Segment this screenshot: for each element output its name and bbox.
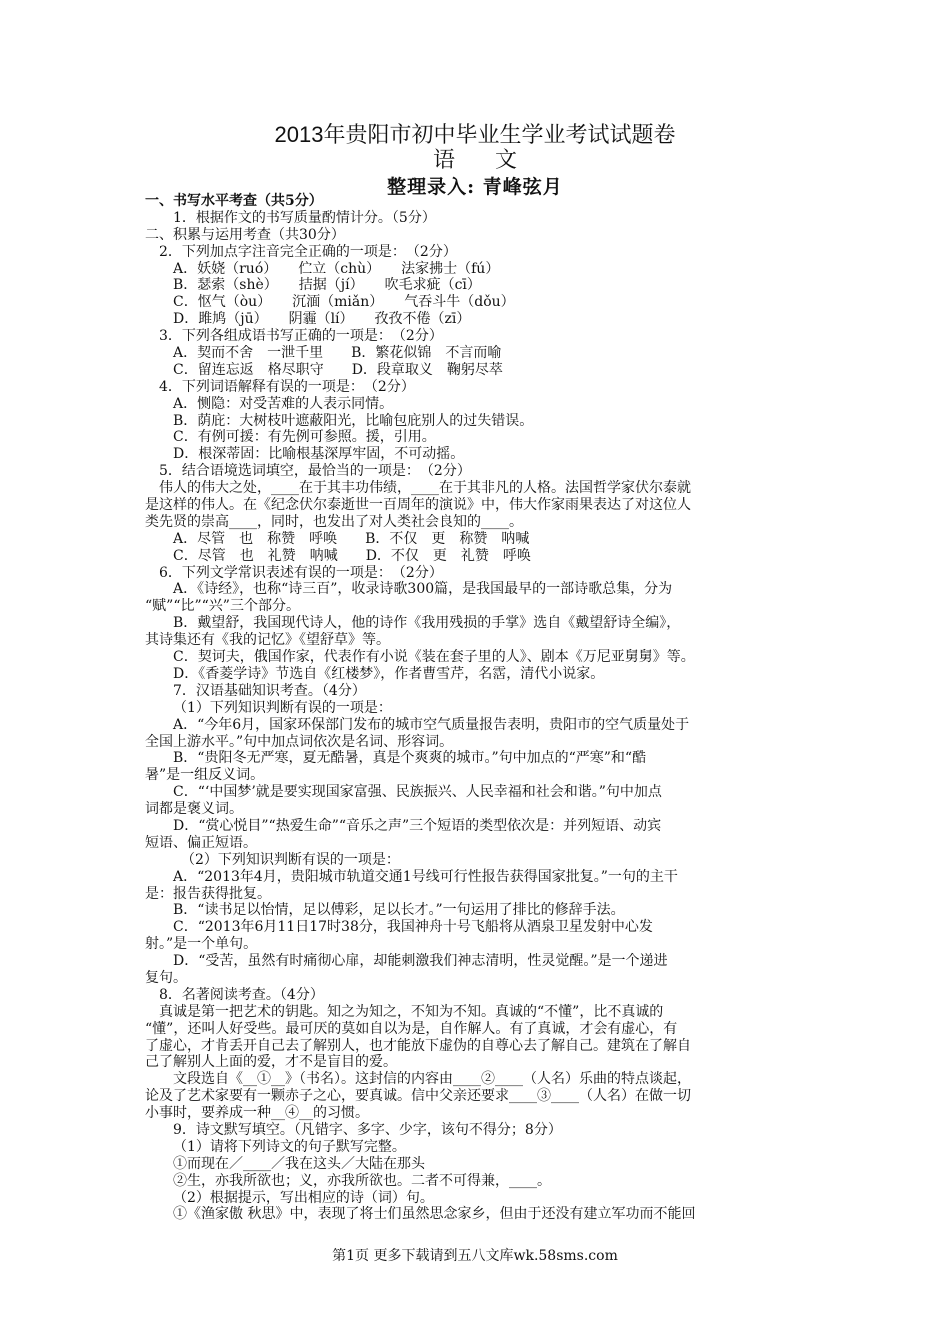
text-line: 己了解别人上面的爱，才不是盲目的爱。	[145, 1054, 397, 1071]
text-line: 二、积累与运用考查（共30分）	[145, 226, 345, 243]
text-line: D．《香菱学诗》节选自《红楼梦》，作者曹雪芹，名霑，清代小说家。	[173, 665, 605, 682]
text-line: 短语、偏正短语。	[145, 834, 257, 851]
text-line: A．“2013年4月，贵阳城市轨道交通1号线可行性报告获得国家批复。”一句的主干	[173, 868, 678, 885]
text-line: C．契诃夫，俄国作家，代表作有小说《装在套子里的人》、剧本《万尼亚舅舅》等。	[173, 649, 695, 666]
text-line: D．根深蒂固：比喻根基深厚牢固，不可动摇。	[173, 446, 465, 463]
text-line: 是：报告获得批复。	[145, 885, 271, 902]
exam-body	[145, 193, 807, 1223]
text-line: A．《诗经》，也称“诗三百”，收录诗歌300篇，是我国最早的一部诗歌总集，分为	[173, 581, 673, 598]
text-line: （1）请将下列诗文的句子默写完整。	[173, 1138, 406, 1155]
text-line: B．“贵阳冬无严寒，夏无酷暑，真是个爽爽的城市。”句中加点的“严寒”和“酷	[173, 750, 647, 767]
text-line: 是这样的伟人。在《纪念伏尔泰逝世一百周年的演说》中，伟大作家雨果表达了对这位人	[145, 497, 691, 514]
text-line: 复句。	[145, 969, 187, 986]
text-line: “赋”“比”“兴”三个部分。	[145, 598, 300, 615]
text-line: ①而现在／____／我在这头／大陆在那头	[173, 1155, 425, 1172]
text-line: 3．下列各组成语书写正确的一项是： （2分）	[159, 328, 443, 345]
text-line: B．荫庇：大树枝叶遮蔽阳光，比喻包庇别人的过失错误。	[173, 412, 534, 429]
text-line: A．契而不舍 一泄千里 B．繁花似锦 不言而喻	[173, 345, 502, 362]
text-line: C．尽管 也 礼赞 呐喊 D．不仅 更 礼赞 呼唤	[173, 547, 531, 564]
text-line: 射。”是一个单句。	[145, 936, 258, 953]
text-line: B．戴望舒，我国现代诗人，他的诗作《我用残损的手掌》选自《戴望舒诗全编》，	[173, 615, 681, 632]
text-line: 伟人的伟大之处，____在于其丰功伟绩，____在于其非凡的人格。法国哲学家伏尔泰就	[159, 480, 691, 497]
text-line: A．尽管 也 称赞 呼唤 B．不仅 更 称赞 呐喊	[173, 530, 530, 547]
exam-title: 2013年贵阳市初中毕业生学业考试试题卷	[274, 122, 676, 147]
text-line: 1．根据作文的书写质量酌情计分。（5分）	[173, 209, 436, 226]
compiler-credit: 整理录入: 青峰弦月	[387, 176, 563, 198]
text-line: 5．结合语境选词填空，最恰当的一项是： （2分）	[159, 463, 471, 480]
text-line: 8．名著阅读考查。（4分）	[159, 986, 324, 1003]
text-line: 类先贤的崇高____，同时，也发出了对人类社会良知的____。	[145, 513, 523, 530]
text-line: ②生，亦我所欲也；义，亦我所欲也。二者不可得兼，____。	[173, 1172, 551, 1189]
text-line: （2）下列知识判断有误的一项是：	[181, 851, 400, 868]
text-line: “懂”，还叫人好受些。最可厌的莫如自以为是，自作解人。有了真诚，才会有虚心，有	[145, 1020, 678, 1037]
text-line: C．怄气（òu） 沉湎（miǎn） 气吞斗牛（dǒu）	[173, 294, 515, 311]
text-line: A．妖娆（ruó） 伫立（chù） 法家拂士（fú）	[173, 260, 500, 277]
text-line: 了虚心，才肯丢开自己去了解别人，也才能放下虚伪的自尊心去了解自己。建筑在了解自	[145, 1037, 691, 1054]
text-line: A．恻隐：对受苦难的人表示同情。	[173, 395, 394, 412]
text-line: 全国上游水平。”句中加点词依次是名词、形容词。	[145, 733, 454, 750]
text-line: A．“今年6月，国家环保部门发布的城市空气质量报告表明，贵阳市的空气质量处于	[173, 716, 690, 733]
text-line: 6．下列文学常识表述有误的一项是： （2分）	[159, 564, 443, 581]
text-line: 暑”是一组反义词。	[145, 767, 265, 784]
text-line: 小事时，要养成一种__④__的习惯。	[145, 1105, 369, 1122]
text-line: C．留连忘返 格尽职守 D．段章取义 鞠躬尽萃	[173, 361, 503, 378]
text-line: 7．汉语基础知识考查。（4分）	[173, 682, 366, 699]
text-line: 词都是褒义词。	[145, 801, 243, 818]
text-line: 真诚是第一把艺术的钥匙。知之为知之，不知为不知。真诚的“不懂”，比不真诚的	[159, 1003, 664, 1020]
text-line: D．“赏心悦目”“热爱生命”“音乐之声”三个短语的类型依次是：并列短语、动宾	[173, 817, 662, 834]
text-line: 论及了艺术家要有一颗赤子之心，要真诚。信中父亲还要求____③____（人名）在做一切	[145, 1088, 691, 1105]
text-line: 一、书写水平考查（共5分）	[145, 193, 323, 209]
text-line: （2）根据提示，写出相应的诗（词）句。	[173, 1189, 434, 1206]
document-header	[0, 122, 950, 200]
text-line: D．雎鸠（jū） 阴霾（lí） 孜孜不倦（zī）	[173, 311, 471, 328]
text-line: 4．下列词语解释有误的一项是： （2分）	[159, 378, 415, 395]
text-line: C．有例可援：有先例可参照。援，引用。	[173, 429, 436, 446]
text-line: （1）下列知识判断有误的一项是：	[173, 699, 392, 716]
text-line: C．“2013年6月11日17时38分，我国神舟十号飞船将从酒泉卫星发射中心发	[173, 919, 653, 936]
page-footer: 第1页 更多下载请到五八文库wk.58sms.com	[332, 1248, 618, 1264]
text-line: 文段选自《__①__》（书名）。这封信的内容由____②____（人名）乐曲的特点谈起，	[173, 1071, 691, 1088]
text-line: B．瑟索（shè） 拮据（jí） 吹毛求疵（cī）	[173, 277, 481, 294]
text-line: 2．下列加点字注音完全正确的一项是： （2分）	[159, 243, 457, 260]
text-line: B．“读书足以怡情，足以傅彩，足以长才。”一句运用了排比的修辞手法。	[173, 902, 625, 919]
text-line: ①《渔家傲 秋思》中，表现了将士们虽然思念家乡，但由于还没有建立军功而不能回	[173, 1206, 696, 1223]
subject-title: 语文	[432, 148, 557, 173]
text-line: C．“‘中国梦’就是要实现国家富强、民族振兴、人民幸福和社会和谐。”句中加点	[173, 784, 662, 801]
text-line: D．“受苦，虽然有时痛彻心扉，却能刺激我们神志清明，性灵觉醒。”是一个递进	[173, 953, 668, 970]
text-line: 9．诗文默写填空。（凡错字、多字、少字，该句不得分；8分）	[173, 1121, 562, 1138]
text-line: 其诗集还有《我的记忆》《望舒草》等。	[145, 632, 390, 649]
